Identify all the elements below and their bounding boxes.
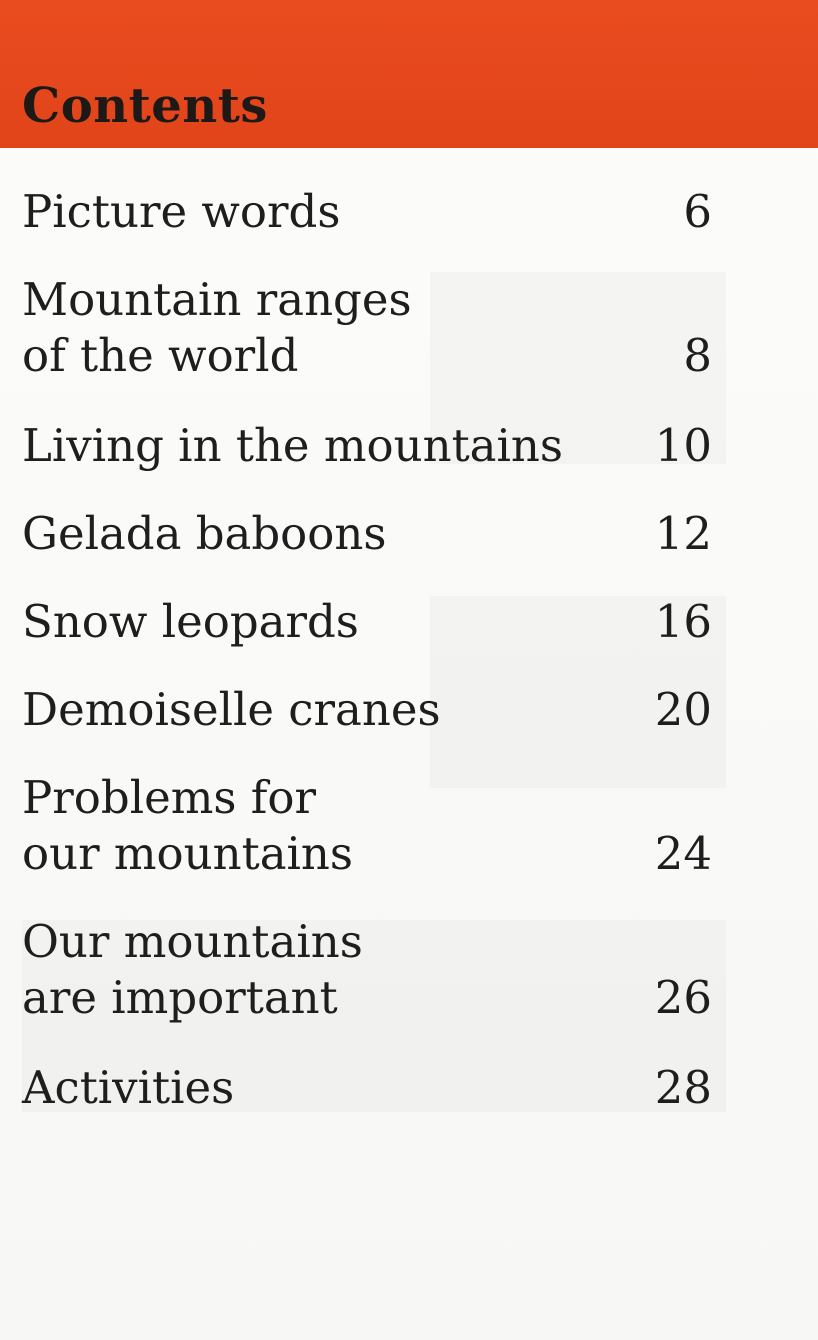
toc-entry-demoiselle-cranes[interactable]: Demoiselle cranes	[22, 683, 441, 736]
toc-entry-mountain-ranges-line-1[interactable]: Mountain ranges	[22, 273, 412, 326]
toc-entry-mountain-ranges-line-2[interactable]: of the world	[22, 329, 299, 382]
toc-page-number: 26	[654, 971, 712, 1024]
toc-page-number: 28	[654, 1061, 712, 1114]
toc-page-number: 10	[654, 419, 712, 472]
page-title: Contents	[22, 78, 268, 134]
toc-entry-activities[interactable]: Activities	[22, 1061, 235, 1114]
toc-page-number: 8	[683, 329, 712, 382]
toc-entry-problems-line-2[interactable]: our mountains	[22, 827, 353, 880]
toc-entry-important-line-2[interactable]: are important	[22, 971, 338, 1024]
toc-page-number: 16	[654, 595, 712, 648]
toc-entry-important-line-1[interactable]: Our mountains	[22, 915, 363, 968]
toc-page-number: 20	[654, 683, 712, 736]
toc-entry-snow-leopards[interactable]: Snow leopards	[22, 595, 359, 648]
toc-page-number: 12	[654, 507, 712, 560]
toc-page-number: 6	[683, 185, 712, 238]
toc-entry-living-in-mountains[interactable]: Living in the mountains	[22, 419, 563, 472]
toc-entry-gelada-baboons[interactable]: Gelada baboons	[22, 507, 387, 560]
toc-page-number: 24	[654, 827, 712, 880]
toc-entry-problems-line-1[interactable]: Problems for	[22, 771, 317, 824]
toc-entry-picture-words[interactable]: Picture words	[22, 185, 341, 238]
